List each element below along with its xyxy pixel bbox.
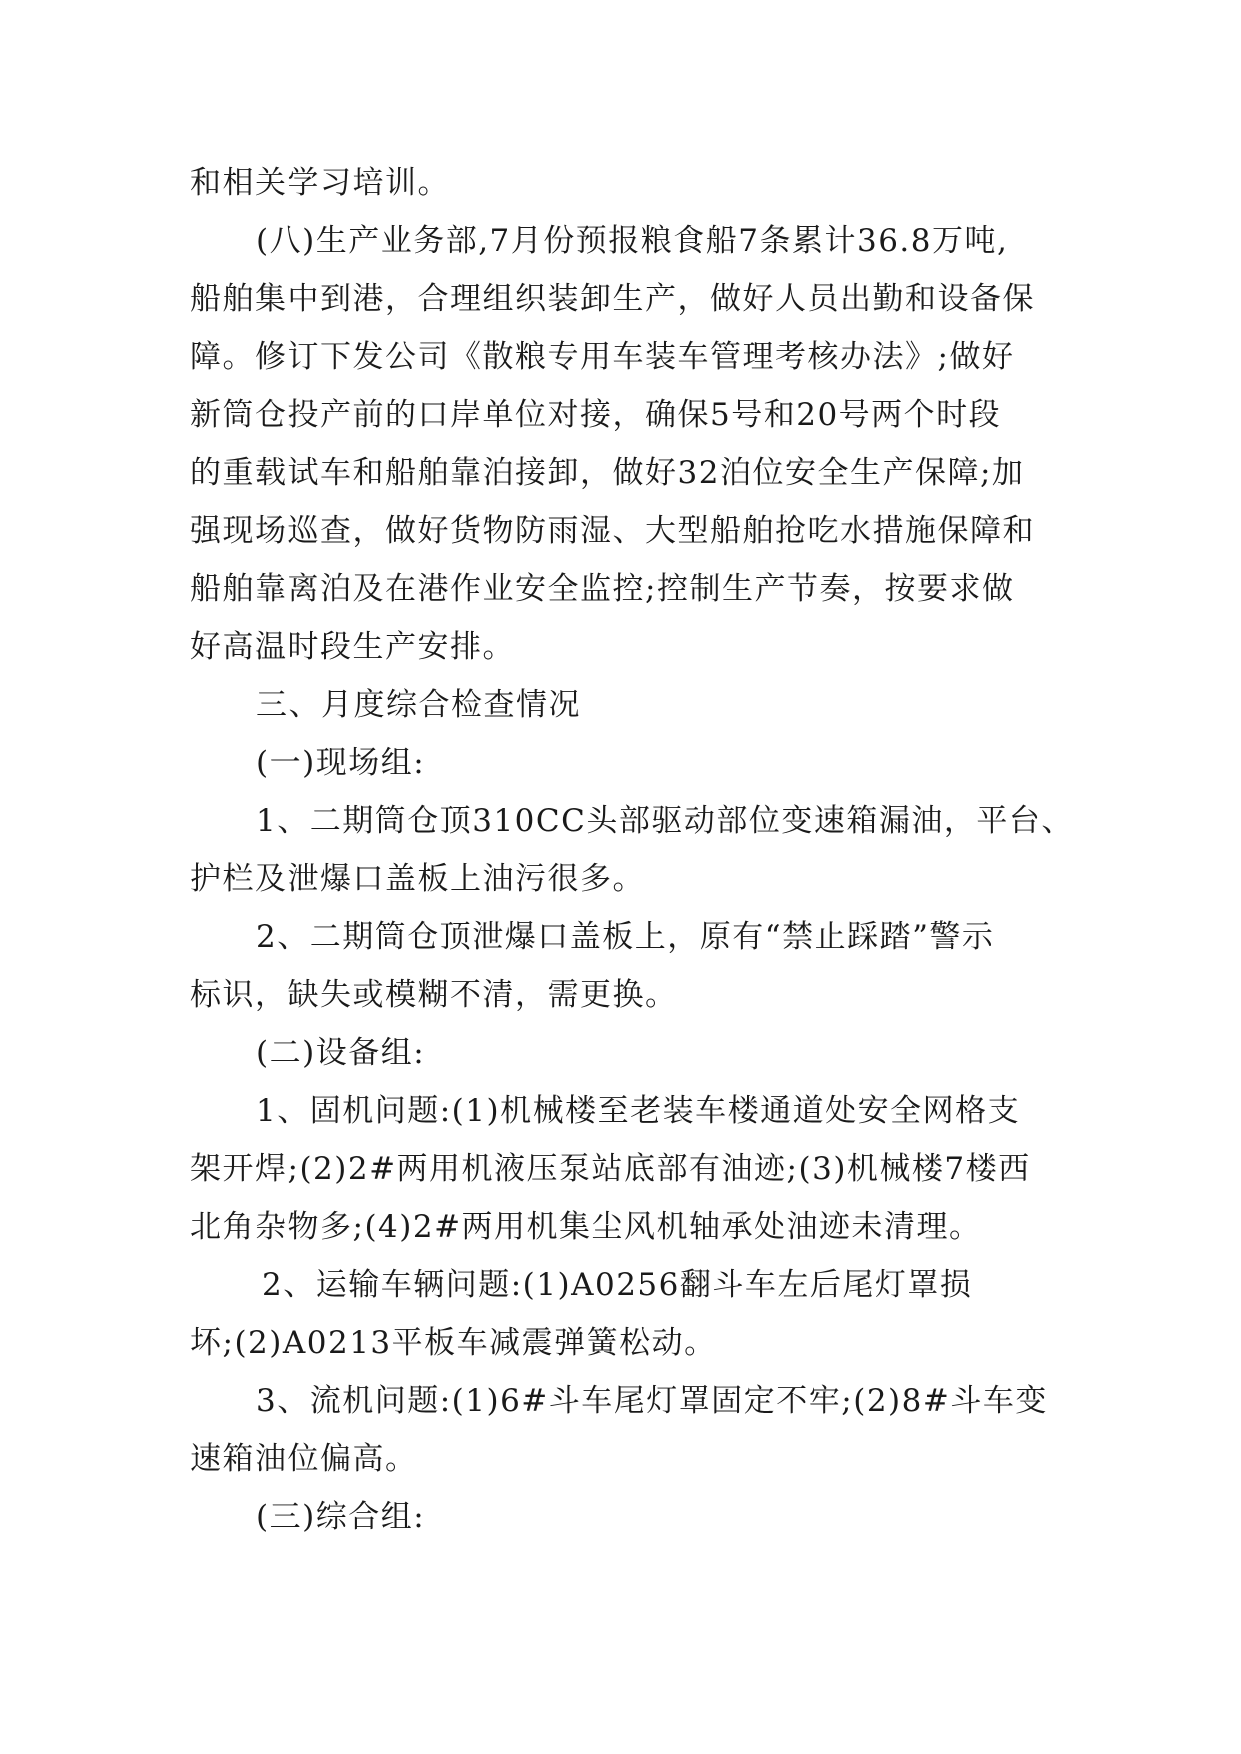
subsection-heading: (二)设备组:	[256, 1035, 426, 1071]
paragraph-line: 标识，缺失或模糊不清，需更换。	[190, 977, 678, 1013]
list-item: 2、运输车辆问题:(1)A0256翻斗车左后尾灯罩损	[262, 1267, 973, 1303]
paragraph-line: 护栏及泄爆口盖板上油污很多。	[190, 861, 645, 897]
paragraph-line: 北角杂物多;(4)2#两用机集尘风机轴承处油迹未清理。	[190, 1209, 982, 1245]
paragraph-line: (八)生产业务部,7月份预报粮食船7条累计36.8万吨,	[256, 223, 1009, 259]
list-item: 1、二期筒仓顶310CC头部驱动部位变速箱漏油，平台、	[256, 803, 1074, 839]
paragraph-line: 强现场巡查，做好货物防雨湿、大型船舶抢吃水措施保障和	[190, 513, 1035, 549]
document-body	[190, 154, 1074, 1546]
list-item: 2、二期筒仓顶泄爆口盖板上，原有“禁止踩踏”警示	[256, 919, 995, 955]
paragraph-line: 坏;(2)A0213平板车减震弹簧松动。	[190, 1325, 717, 1361]
list-item: 3、流机问题:(1)6#斗车尾灯罩固定不牢;(2)8#斗车变	[256, 1383, 1048, 1419]
paragraph-line: 船舶集中到港，合理组织装卸生产，做好人员出勤和设备保	[190, 281, 1035, 317]
paragraph-line: 架开焊;(2)2#两用机液压泵站底部有油迹;(3)机械楼7楼西	[190, 1151, 1031, 1187]
subsection-heading: (一)现场组:	[256, 745, 426, 781]
section-heading: 三、月度综合检查情况	[256, 687, 581, 723]
paragraph-line: 速箱油位偏高。	[190, 1441, 418, 1477]
paragraph-line: 障。修订下发公司《散粮专用车装车管理考核办法》;做好	[190, 339, 1015, 375]
paragraph-line: 和相关学习培训。	[190, 165, 450, 201]
paragraph-line: 好高温时段生产安排。	[190, 629, 515, 665]
paragraph-line: 的重载试车和船舶靠泊接卸，做好32泊位安全生产保障;加	[190, 455, 1025, 491]
paragraph-line: 船舶靠离泊及在港作业安全监控;控制生产节奏，按要求做	[190, 571, 1015, 607]
paragraph-line: 新筒仓投产前的口岸单位对接，确保5号和20号两个时段	[190, 397, 1002, 433]
list-item: 1、固机问题:(1)机械楼至老装车楼通道处安全网格支	[256, 1093, 1021, 1129]
subsection-heading: (三)综合组:	[256, 1499, 426, 1535]
